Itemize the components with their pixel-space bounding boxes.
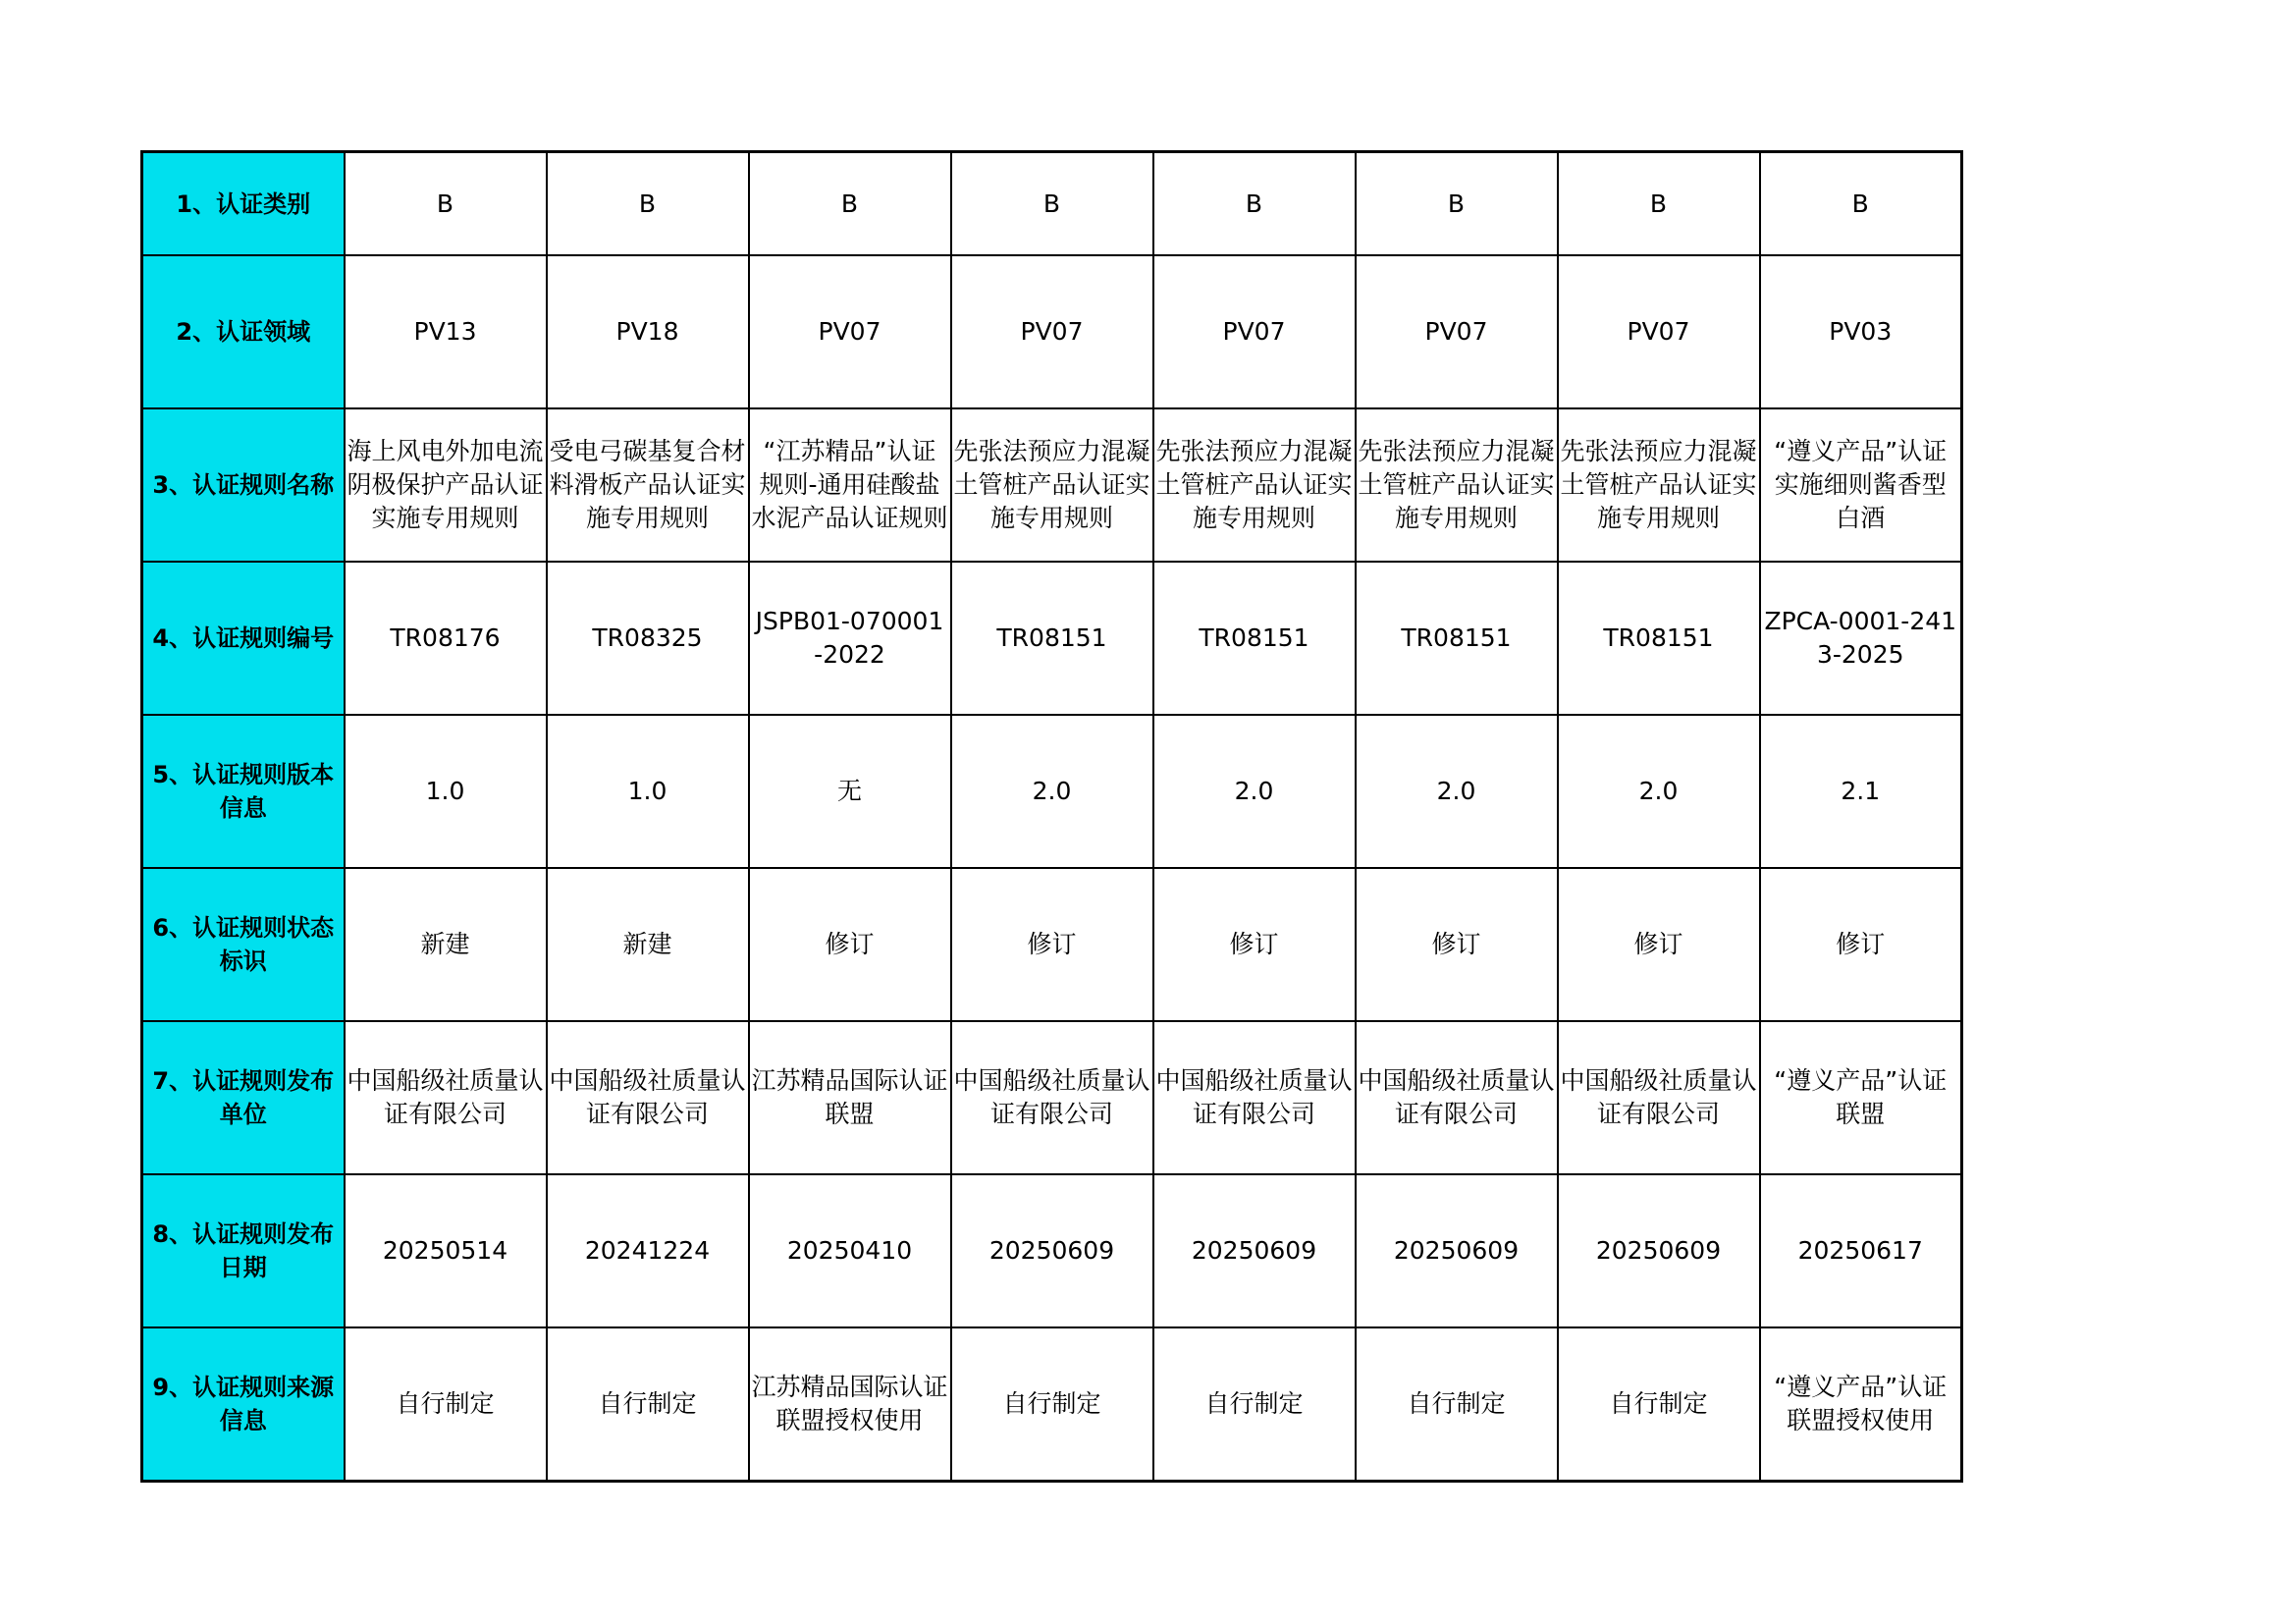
table-row (142, 408, 1962, 562)
table-cell: 自行制定 (1558, 1327, 1760, 1482)
table-row (142, 152, 1962, 256)
table-cell: 20250609 (1356, 1174, 1558, 1327)
table-cell: 自行制定 (951, 1327, 1153, 1482)
table-cell: TR08325 (547, 562, 749, 715)
row-header: 2、认证领域 (142, 255, 345, 408)
row-header: 7、认证规则发布单位 (142, 1021, 345, 1174)
table-row (142, 715, 1962, 868)
table-cell: 海上风电外加电流阴极保护产品认证实施专用规则 (345, 408, 547, 562)
table-cell: “遵义产品”认证联盟授权使用 (1760, 1327, 1962, 1482)
table-cell: 中国船级社质量认证有限公司 (1153, 1021, 1356, 1174)
table-cell: PV07 (749, 255, 951, 408)
table-cell: B (749, 152, 951, 256)
table-body (142, 152, 1962, 1482)
table-cell: 江苏精品国际认证联盟授权使用 (749, 1327, 951, 1482)
table-cell: 自行制定 (345, 1327, 547, 1482)
row-header: 3、认证规则名称 (142, 408, 345, 562)
table-cell: 20250514 (345, 1174, 547, 1327)
table-cell: 中国船级社质量认证有限公司 (547, 1021, 749, 1174)
table-cell: 2.0 (951, 715, 1153, 868)
table-cell: TR08151 (1153, 562, 1356, 715)
table-cell: 先张法预应力混凝土管桩产品认证实施专用规则 (1356, 408, 1558, 562)
table-cell: PV07 (1558, 255, 1760, 408)
table-cell: 20241224 (547, 1174, 749, 1327)
table-cell: 中国船级社质量认证有限公司 (345, 1021, 547, 1174)
table-cell: 修订 (749, 868, 951, 1021)
table-cell: TR08151 (1356, 562, 1558, 715)
table-cell: 1.0 (547, 715, 749, 868)
table-cell: “遵义产品”认证联盟 (1760, 1021, 1962, 1174)
table-cell: 修订 (1356, 868, 1558, 1021)
table-cell: B (1558, 152, 1760, 256)
table-cell: 2.0 (1153, 715, 1356, 868)
table-cell: 先张法预应力混凝土管桩产品认证实施专用规则 (951, 408, 1153, 562)
table-row (142, 255, 1962, 408)
table-cell: PV07 (1356, 255, 1558, 408)
table-cell: 受电弓碳基复合材料滑板产品认证实施专用规则 (547, 408, 749, 562)
table-cell: 新建 (547, 868, 749, 1021)
table-cell: 修订 (1153, 868, 1356, 1021)
table-row (142, 562, 1962, 715)
table-cell: 修订 (1760, 868, 1962, 1021)
table-cell: 2.1 (1760, 715, 1962, 868)
table-cell: 先张法预应力混凝土管桩产品认证实施专用规则 (1558, 408, 1760, 562)
table-cell: B (1356, 152, 1558, 256)
table-row (142, 1327, 1962, 1482)
table-cell: 20250609 (951, 1174, 1153, 1327)
table-cell: 中国船级社质量认证有限公司 (1356, 1021, 1558, 1174)
table-cell: 修订 (1558, 868, 1760, 1021)
table-row (142, 1021, 1962, 1174)
table-cell: 新建 (345, 868, 547, 1021)
table-cell: PV03 (1760, 255, 1962, 408)
table-cell: “江苏精品”认证规则-通用硅酸盐水泥产品认证规则 (749, 408, 951, 562)
row-header: 9、认证规则来源信息 (142, 1327, 345, 1482)
table-cell: 2.0 (1558, 715, 1760, 868)
table-cell: JSPB01-070001-2022 (749, 562, 951, 715)
table-row (142, 1174, 1962, 1327)
table-cell: PV18 (547, 255, 749, 408)
table-cell: B (547, 152, 749, 256)
table-cell: 修订 (951, 868, 1153, 1021)
table-cell: “遵义产品”认证实施细则酱香型白酒 (1760, 408, 1962, 562)
table-cell: PV13 (345, 255, 547, 408)
table-cell: 20250609 (1558, 1174, 1760, 1327)
row-header: 4、认证规则编号 (142, 562, 345, 715)
table-cell: 中国船级社质量认证有限公司 (1558, 1021, 1760, 1174)
table-cell: 自行制定 (1356, 1327, 1558, 1482)
table-cell: 自行制定 (1153, 1327, 1356, 1482)
table-cell: PV07 (951, 255, 1153, 408)
row-header: 6、认证规则状态标识 (142, 868, 345, 1021)
table-cell: 自行制定 (547, 1327, 749, 1482)
table-cell: 20250609 (1153, 1174, 1356, 1327)
table-cell: 中国船级社质量认证有限公司 (951, 1021, 1153, 1174)
table-cell: B (951, 152, 1153, 256)
table-cell: ZPCA-0001-2413-2025 (1760, 562, 1962, 715)
table-cell: PV07 (1153, 255, 1356, 408)
table-cell: TR08151 (951, 562, 1153, 715)
table-cell: 20250410 (749, 1174, 951, 1327)
table-cell: 先张法预应力混凝土管桩产品认证实施专用规则 (1153, 408, 1356, 562)
table-cell: 无 (749, 715, 951, 868)
row-header: 8、认证规则发布日期 (142, 1174, 345, 1327)
table-cell: B (345, 152, 547, 256)
table-cell: 2.0 (1356, 715, 1558, 868)
table-cell: B (1760, 152, 1962, 256)
row-header: 1、认证类别 (142, 152, 345, 256)
table-row (142, 868, 1962, 1021)
table-cell: TR08176 (345, 562, 547, 715)
certification-rules-table (140, 150, 1963, 1483)
table-cell: 1.0 (345, 715, 547, 868)
table-cell: TR08151 (1558, 562, 1760, 715)
table-cell: 20250617 (1760, 1174, 1962, 1327)
row-header: 5、认证规则版本信息 (142, 715, 345, 868)
table-cell: B (1153, 152, 1356, 256)
table-cell: 江苏精品国际认证联盟 (749, 1021, 951, 1174)
